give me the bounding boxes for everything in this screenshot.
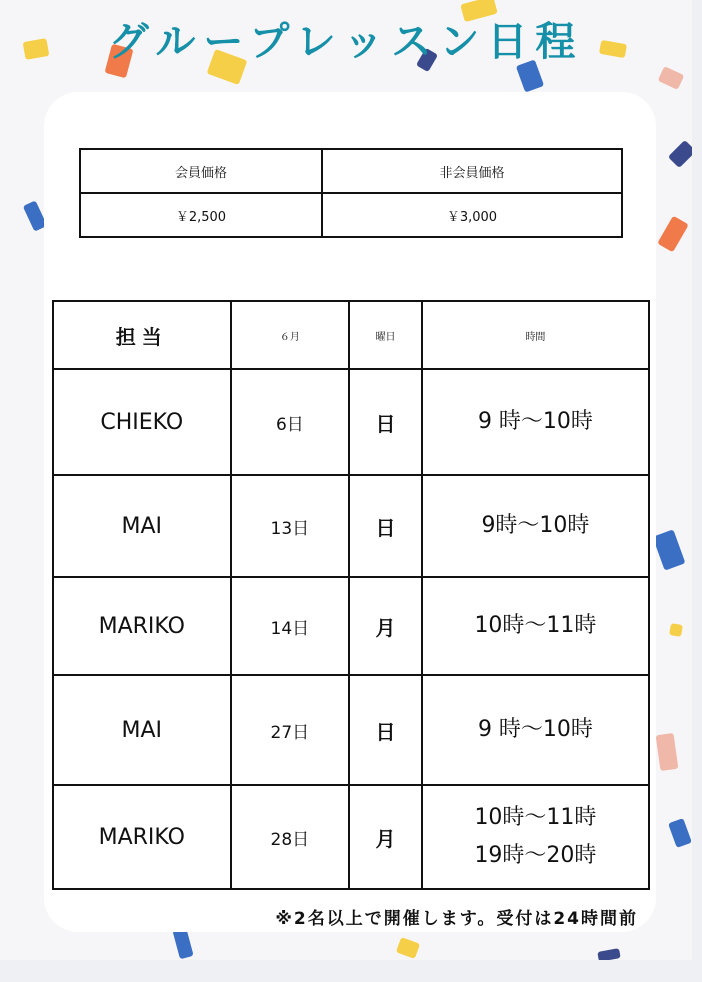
table-row <box>53 369 649 475</box>
page-title: グループレッスン日程 <box>108 19 584 65</box>
lesson-weekday: 日 <box>349 675 422 785</box>
lesson-date: 13日 <box>231 475 350 577</box>
table-row <box>53 577 649 675</box>
time-slot: 9 時～10時 <box>477 717 593 742</box>
lesson-date: 6日 <box>231 369 350 475</box>
lesson-weekday: 日 <box>349 475 422 577</box>
table-row <box>53 675 649 785</box>
header-time: 時間 <box>422 301 649 369</box>
table-row <box>53 785 649 889</box>
price-header-member: 会員価格 <box>80 149 322 193</box>
confetti-piece <box>396 937 420 959</box>
schedule-header-row <box>53 301 649 369</box>
lesson-date: 28日 <box>231 785 350 889</box>
price-nonmember: ￥3,000 <box>322 193 622 237</box>
teacher-name: MARIKO <box>53 785 231 889</box>
lesson-weekday: 日 <box>349 369 422 475</box>
lesson-date: 27日 <box>231 675 350 785</box>
confetti-piece <box>658 66 685 90</box>
lesson-time <box>422 475 649 577</box>
header-teacher: 担当 <box>53 301 231 369</box>
price-table <box>79 148 623 238</box>
confetti-piece <box>668 818 692 848</box>
lesson-time <box>422 785 649 889</box>
header-month: ６月 <box>231 301 350 369</box>
lesson-time <box>422 369 649 475</box>
lesson-weekday: 月 <box>349 785 422 889</box>
confetti-piece <box>669 623 683 637</box>
teacher-name: MAI <box>53 675 231 785</box>
lesson-time <box>422 577 649 675</box>
price-member: ￥2,500 <box>80 193 322 237</box>
time-slot: 10時～11時 <box>474 805 597 830</box>
table-row <box>53 475 649 577</box>
confetti-piece <box>597 948 620 960</box>
price-header-nonmember: 非会員価格 <box>322 149 622 193</box>
teacher-name: MAI <box>53 475 231 577</box>
schedule-table <box>52 300 650 890</box>
lesson-date: 14日 <box>231 577 350 675</box>
lesson-weekday: 月 <box>349 577 422 675</box>
time-slot: 10時～11時 <box>474 613 597 638</box>
confetti-piece <box>657 216 689 253</box>
time-slot: 9時～10時 <box>481 513 590 538</box>
time-slot: 9 時～10時 <box>477 409 593 434</box>
confetti-piece <box>653 529 686 570</box>
header-weekday: 曜日 <box>349 301 422 369</box>
footer-note: ※2名以上で開催します。受付は24時間前 <box>275 909 638 929</box>
teacher-name: CHIEKO <box>53 369 231 475</box>
time-slot: 19時～20時 <box>474 843 597 868</box>
teacher-name: MARIKO <box>53 577 231 675</box>
lesson-time <box>422 675 649 785</box>
confetti-piece <box>668 140 692 168</box>
confetti-piece <box>656 733 679 771</box>
